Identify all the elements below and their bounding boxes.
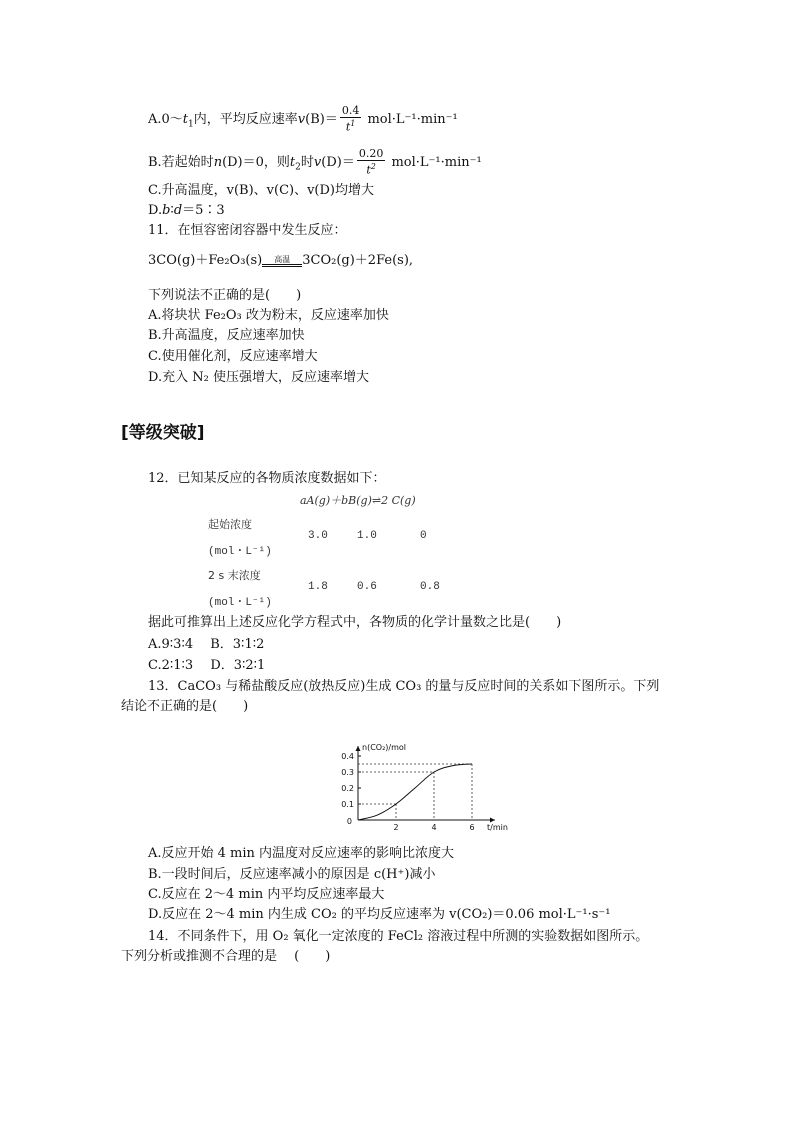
q12-stem: 12．已知某反应的各物质浓度数据如下： — [148, 471, 386, 486]
y-tick-label: 0.4 — [341, 752, 354, 761]
reaction-condition: 高温 — [274, 254, 291, 264]
q11-option-d: D.充入 N₂ 使压强增大，反应速率增大 — [148, 370, 369, 385]
q11-option-c: C.使用催化剂，反应速率增大 — [148, 349, 318, 364]
fraction — [357, 148, 386, 177]
y-tick-label: 0.2 — [341, 784, 354, 793]
q12-row1-unit: (mol・L⁻¹) — [208, 546, 272, 558]
text: 1 — [350, 119, 356, 128]
q10-option-a — [148, 105, 458, 134]
x-tick-label: 0 — [346, 817, 352, 826]
q14-stem-line1: 14．不同条件下，用 O₂ 氧化一定浓度的 FeCl₂ 溶液过程中所测的实验数据如图所示。 — [148, 929, 649, 944]
text: 2 — [295, 162, 301, 173]
text: v — [313, 154, 322, 170]
q10-option-b — [148, 148, 482, 177]
fraction — [340, 105, 362, 134]
denominator — [357, 161, 386, 177]
text: (D)＝0，则 — [222, 154, 290, 170]
q12-row1-val-c: 0 — [420, 530, 427, 542]
q13-stem-line1: 13．CaCO₃ 与稀盐酸反应(放热反应)生成 CO₃ 的量与反应时间的关系如下图所示。下列 — [148, 679, 660, 694]
q11-option-a: A.将块状 Fe₂O₃ 改为粉末，反应速率加快 — [148, 308, 389, 323]
text: t — [366, 163, 371, 177]
x-tick-label: 4 — [431, 823, 437, 832]
text: ＝5∶3 — [182, 203, 225, 218]
text: n — [213, 154, 223, 170]
text: ∶ — [170, 203, 174, 218]
text: 2 — [370, 162, 376, 171]
q12-row1-val-a: 3.0 — [308, 530, 328, 542]
q12-options-cd: C.2∶1∶3 D．3∶2∶1 — [148, 658, 266, 673]
equal-sign-with-condition — [262, 255, 302, 267]
q12-ask: 据此可推算出上述反应化学方程式中，各物质的化学计量数之比是( ) — [148, 615, 562, 630]
q12-equation: aA(g)＋bB(g)⇌2 C(g) — [300, 494, 416, 507]
q10-option-c: C.升高温度，v(B)、v(C)、v(D)均增大 — [148, 183, 375, 198]
x-tick-label: 2 — [393, 823, 399, 832]
series-line — [358, 764, 472, 820]
q11-equation — [148, 252, 413, 270]
q13-option-b: B.一段时间后，反应速率减小的原因是 c(H⁺)减小 — [148, 867, 436, 882]
numerator: 0.20 — [358, 147, 384, 160]
q12-row2-val-a: 1.8 — [308, 581, 328, 593]
text: t — [345, 120, 351, 134]
q14-stem-line2: 下列分析或推测不合理的是 ( ) — [121, 949, 331, 964]
q10-option-d — [148, 202, 225, 220]
double-line — [262, 264, 302, 267]
unit: mol·L⁻¹·min⁻¹ — [367, 111, 458, 127]
text: t — [289, 154, 296, 170]
q13-option-c: C.反应在 2～4 min 内平均反应速率最大 — [148, 887, 385, 902]
q12-row2-label: 2 s 末浓度 — [208, 569, 261, 582]
numerator: 0.4 — [341, 104, 360, 117]
q11-ask: 下列说法不正确的是( ) — [148, 288, 302, 303]
q11-option-b: B.升高温度，反应速率加快 — [148, 328, 305, 343]
text: (D)＝ — [321, 154, 355, 170]
q13-stem-line2: 结论不正确的是( ) — [121, 699, 249, 714]
equation-left: 3CO(g)＋Fe₂O₃(s) — [148, 253, 263, 268]
q12-options-ab: A.9∶3∶4 B．3∶1∶2 — [148, 637, 265, 652]
y-tick-label: 0.3 — [341, 768, 354, 777]
text: 内，平均反应速率 — [193, 111, 298, 127]
unit: mol·L⁻¹·min⁻¹ — [391, 154, 482, 170]
q11-stem: 11．在恒容密闭容器中发生反应： — [148, 223, 347, 238]
q13-option-a: A.反应开始 4 min 内温度对反应速率的影响比浓度大 — [148, 846, 455, 861]
y-tick-label: 0.1 — [341, 800, 354, 809]
text: b — [162, 203, 171, 218]
text: (B)＝ — [305, 111, 338, 127]
denominator — [340, 118, 362, 134]
co2-time-chart — [330, 725, 508, 835]
q12-row2-val-c: 0.8 — [420, 581, 440, 593]
equation-right: 3CO₂(g)＋2Fe(s), — [302, 253, 414, 268]
q13-option-d: D.反应在 2～4 min 内生成 CO₂ 的平均反应速率为 v(CO₂)＝0.06 mol·L⁻¹·s⁻¹ — [148, 907, 611, 922]
text: B.若起始时 — [148, 154, 214, 170]
text: 时 — [300, 154, 314, 170]
text: D. — [148, 203, 163, 218]
y-axis-label: n(CO₂)/mol — [362, 743, 407, 752]
section-title: [等级突破] — [121, 423, 205, 443]
text: 1 — [188, 119, 194, 130]
y-axis-arrow — [356, 746, 361, 751]
text: d — [173, 203, 183, 218]
text: v — [297, 111, 306, 127]
x-tick-label: 6 — [469, 823, 475, 832]
text: A.0～ — [148, 111, 183, 127]
text: t — [182, 111, 189, 127]
x-axis-label: t/min — [487, 823, 508, 832]
q12-row1-val-b: 1.0 — [357, 530, 377, 542]
q12-row2-unit: (mol・L⁻¹) — [208, 597, 272, 609]
q12-row1-label: 起始浓度 — [208, 518, 252, 531]
x-axis-arrow — [490, 818, 495, 823]
q12-row2-val-b: 0.6 — [357, 581, 377, 593]
